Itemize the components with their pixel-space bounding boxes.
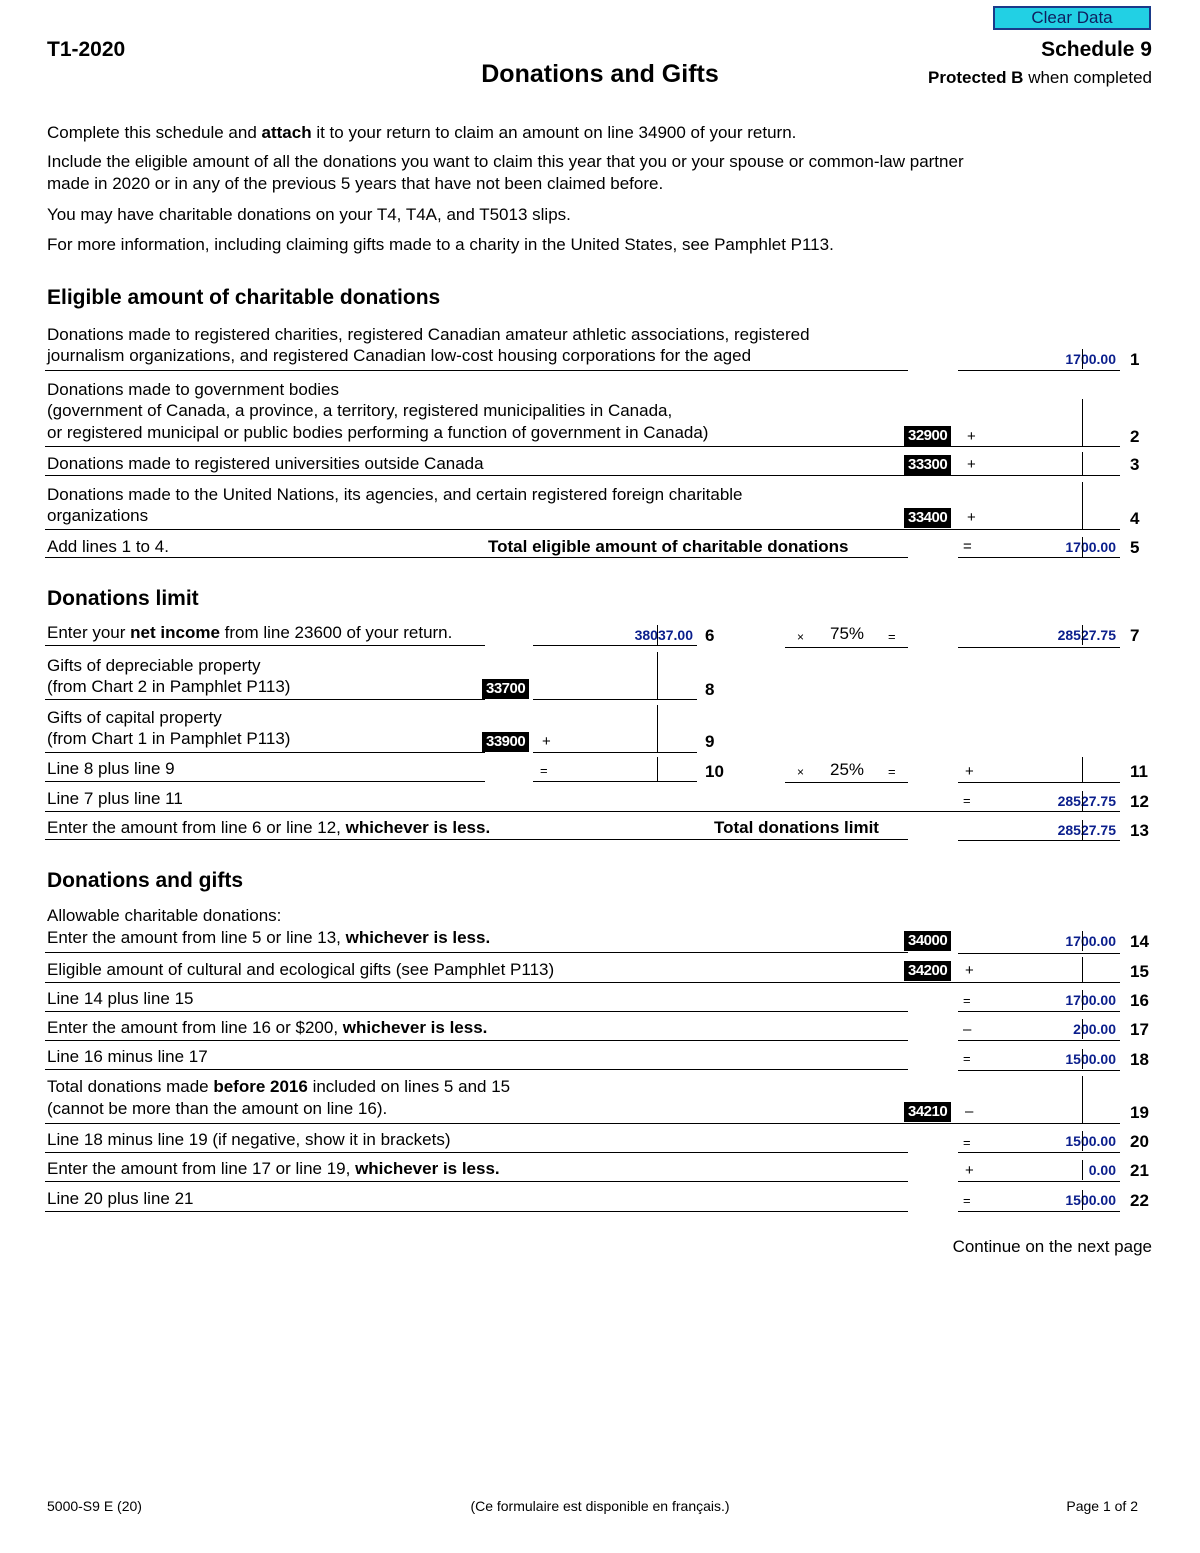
- line20-field-underline: [958, 1152, 1120, 1153]
- line6-text-a: Enter your: [47, 623, 131, 642]
- line1-text-1: Donations made to registered charities, registered Canadian amateur athletic associations, registered: [47, 325, 810, 344]
- french-availability: (Ce formulaire est disponible en français.): [470, 1498, 730, 1514]
- line9-text-2: (from Chart 1 in Pamphlet P113): [47, 729, 291, 748]
- line2-text-2: (government of Canada, a province, a territory, registered municipalities in Canada,: [47, 401, 673, 420]
- line18-equals: =: [963, 1051, 971, 1066]
- line3-field-divider: [1082, 452, 1083, 475]
- line14-value[interactable]: 1700.00: [1065, 933, 1116, 949]
- line7-field-underline: [958, 647, 1120, 648]
- line17-text-a: Enter the amount from line 16 or $200,: [47, 1018, 343, 1037]
- line22-text: Line 20 plus line 21: [47, 1189, 194, 1208]
- line17-rule: [45, 1040, 908, 1041]
- line21-plus: +: [965, 1162, 974, 1179]
- line17-minus: –: [963, 1021, 972, 1038]
- line16-value[interactable]: 1700.00: [1065, 992, 1116, 1008]
- line18-field-underline: [958, 1070, 1120, 1071]
- protected-notice: [928, 68, 1152, 88]
- line5-equals: =: [963, 538, 972, 555]
- line8-code: 33700: [482, 679, 529, 699]
- line22-value[interactable]: 1500.00: [1065, 1192, 1116, 1208]
- line8-text-1: Gifts of depreciable property: [47, 656, 261, 675]
- line21-value[interactable]: 0.00: [1088, 1162, 1116, 1178]
- line10-times: ×: [797, 765, 805, 779]
- line6-text: [47, 622, 452, 643]
- line6-rule: [45, 645, 485, 646]
- line-number-4: 4: [1130, 509, 1140, 528]
- line6-times: ×: [797, 630, 805, 644]
- line19-text-1: [47, 1076, 510, 1097]
- line2-text-3: or registered municipal or public bodies performing a function of government in Canada): [47, 423, 709, 442]
- line14-text-2a: Enter the amount from line 5 or line 13,: [47, 928, 346, 947]
- line-number-2: 2: [1130, 427, 1140, 446]
- line21-cents-divider: [1082, 1160, 1083, 1180]
- line11-field-divider: [1082, 757, 1083, 782]
- line-number-19: 19: [1130, 1103, 1149, 1122]
- line-number-20: 20: [1130, 1132, 1149, 1151]
- section-limit-title: Donations limit: [47, 587, 199, 610]
- intro-p1: [47, 122, 796, 143]
- line-number-1: 1: [1130, 350, 1140, 369]
- line-number-15: 15: [1130, 962, 1149, 981]
- protected-b: Protected B: [928, 68, 1024, 87]
- line22-equals: =: [963, 1193, 971, 1208]
- line9-field-underline: [533, 752, 697, 753]
- line10-rule: [45, 781, 485, 782]
- line4-text-1: Donations made to the United Nations, its agencies, and certain registered foreign charitable: [47, 485, 743, 504]
- line12-value[interactable]: 28527.75: [1057, 793, 1116, 809]
- line22-rule: [45, 1211, 908, 1212]
- line6-equals: =: [888, 629, 896, 644]
- line10-field-divider: [657, 757, 658, 781]
- line1-field-underline: [958, 370, 1120, 371]
- line3-rule: [45, 475, 1120, 476]
- line6-text-c: from line 23600 of your return.: [219, 623, 453, 642]
- line1-cents-divider: [1082, 349, 1083, 369]
- line17-cents-divider: [1082, 1019, 1083, 1039]
- line13-label: Total donations limit: [714, 818, 879, 837]
- line2-rule: [45, 446, 1120, 447]
- line3-code: 33300: [904, 455, 951, 475]
- line19-minus: –: [965, 1103, 974, 1120]
- line-number-7: 7: [1130, 626, 1140, 645]
- line5-cents-divider: [1082, 537, 1083, 557]
- line-number-10: 10: [705, 762, 724, 781]
- clear-data-button[interactable]: Clear Data: [993, 6, 1151, 30]
- line14-rule: [45, 952, 908, 953]
- line13-whichever: whichever is less.: [345, 818, 491, 837]
- line2-field-divider: [1082, 399, 1083, 446]
- line5-rule: [45, 557, 908, 558]
- line8-rule: [45, 699, 485, 700]
- intro-p3: You may have charitable donations on your T4, T4A, and T5013 slips.: [47, 205, 571, 224]
- line14-text-2: [47, 927, 490, 948]
- line13-field-underline: [958, 840, 1120, 841]
- line6-rate-rule: [785, 647, 908, 648]
- line19-field-divider: [1082, 1076, 1083, 1123]
- line10-equals-2: =: [888, 764, 896, 779]
- line2-text-1: Donations made to government bodies: [47, 380, 340, 399]
- line3-text: Donations made to registered universities outside Canada: [47, 454, 484, 473]
- line9-text-1: Gifts of capital property: [47, 708, 222, 727]
- line21-rule: [45, 1181, 908, 1182]
- line7-value[interactable]: 28527.75: [1057, 627, 1116, 643]
- line4-code: 33400: [904, 508, 951, 528]
- line16-cents-divider: [1082, 990, 1083, 1010]
- line17-whichever: whichever is less.: [342, 1018, 488, 1037]
- line7-cents-divider: [1082, 625, 1083, 645]
- intro-p2-line1: Include the eligible amount of all the donations you want to claim this year that you or your spouse or common-law partner: [47, 152, 964, 171]
- continue-note: Continue on the next page: [952, 1237, 1152, 1256]
- line13-cents-divider: [1082, 820, 1083, 840]
- intro-p2-line2: made in 2020 or in any of the previous 5 years that have not been claimed before.: [47, 174, 664, 193]
- page-title: Donations and Gifts: [481, 60, 719, 88]
- line16-rule: [45, 1011, 908, 1012]
- line18-text: Line 16 minus line 17: [47, 1047, 208, 1066]
- form-id: 5000-S9 E (20): [47, 1498, 142, 1514]
- line-number-17: 17: [1130, 1020, 1149, 1039]
- intro-p1-attach: attach: [261, 123, 312, 142]
- line6-value[interactable]: 38037.00: [634, 627, 693, 643]
- page-number: Page 1 of 2: [1066, 1498, 1138, 1514]
- line8-text-2: (from Chart 2 in Pamphlet P113): [47, 677, 291, 696]
- line-number-14: 14: [1130, 932, 1149, 951]
- line-number-11: 11: [1130, 762, 1148, 781]
- line9-field-divider: [657, 705, 658, 752]
- line6-net-income: net income: [130, 623, 220, 642]
- line13-rule: [45, 839, 908, 840]
- line5-text: Add lines 1 to 4.: [47, 537, 169, 556]
- line12-cents-divider: [1082, 791, 1083, 811]
- line10-equals: =: [540, 763, 548, 778]
- line-number-5: 5: [1130, 538, 1140, 557]
- line12-text: Line 7 plus line 11: [47, 789, 183, 808]
- line17-field-underline: [958, 1040, 1120, 1041]
- line20-equals: =: [963, 1135, 971, 1150]
- line12-rule: [45, 811, 1120, 812]
- line4-text-2: organizations: [47, 506, 149, 525]
- line-number-3: 3: [1130, 455, 1140, 474]
- line15-text: Eligible amount of cultural and ecological gifts (see Pamphlet P113): [47, 960, 555, 979]
- line5-label: Total eligible amount of charitable donations: [488, 537, 849, 556]
- line-number-22: 22: [1130, 1191, 1149, 1210]
- line6-rate: 75%: [830, 624, 865, 643]
- line13-text: [47, 817, 490, 838]
- line21-text: [47, 1158, 500, 1179]
- line6-cents-divider: [657, 625, 658, 645]
- line19-code: 34210: [904, 1102, 951, 1122]
- line8-field-divider: [657, 652, 658, 699]
- line2-plus: +: [967, 428, 976, 445]
- line-number-21: 21: [1130, 1161, 1149, 1180]
- line13-value[interactable]: 28527.75: [1057, 822, 1116, 838]
- intro-p4: For more information, including claiming gifts made to a charity in the United States, see Pamphlet P113.: [47, 235, 834, 254]
- line11-field-underline: [958, 782, 1120, 783]
- line8-field-underline: [533, 699, 697, 700]
- form-code: T1-2020: [47, 38, 126, 61]
- line10-rate-rule: [785, 782, 908, 783]
- line14-whichever: whichever is less.: [345, 928, 491, 947]
- line16-field-underline: [958, 1011, 1120, 1012]
- line20-text: Line 18 minus line 19 (if negative, show it in brackets): [47, 1130, 451, 1149]
- line19-before-2016: before 2016: [213, 1077, 308, 1096]
- line10-field-underline: [533, 781, 697, 782]
- intro-p1-c: it to your return to claim an amount on line 34900 of your return.: [311, 123, 797, 142]
- line6-field-underline: [533, 645, 697, 646]
- line21-whichever: whichever is less.: [355, 1159, 500, 1178]
- line1-text-2: journalism organizations, and registered Canadian low-cost housing corporations for the aged: [47, 346, 752, 365]
- line22-field-underline: [958, 1211, 1120, 1212]
- line9-rule: [45, 752, 485, 753]
- line-number-16: 16: [1130, 991, 1149, 1010]
- line14-text-1: Allowable charitable donations:: [47, 906, 282, 925]
- protected-rest: when completed: [1023, 68, 1152, 87]
- section-eligible-title: Eligible amount of charitable donations: [47, 286, 441, 309]
- line-number-8: 8: [705, 680, 715, 699]
- line-number-9: 9: [705, 732, 715, 751]
- line14-field-underline: [958, 953, 1120, 954]
- line18-rule: [45, 1069, 908, 1070]
- line13-text-a: Enter the amount from line 6 or line 12,: [47, 818, 346, 837]
- line14-code: 34000: [904, 931, 951, 951]
- line1-rule: [45, 370, 908, 371]
- line10-text: Line 8 plus line 9: [47, 759, 175, 778]
- line10-rate: 25%: [830, 760, 865, 779]
- line5-value[interactable]: 1700.00: [1065, 539, 1116, 555]
- line17-value[interactable]: 200.00: [1073, 1021, 1116, 1037]
- line20-value[interactable]: 1500.00: [1065, 1133, 1116, 1149]
- line15-code: 34200: [904, 961, 951, 981]
- line16-equals: =: [963, 993, 971, 1008]
- line2-code: 32900: [904, 426, 951, 446]
- line21-field-underline: [958, 1181, 1120, 1182]
- line11-plus: +: [965, 763, 974, 780]
- line22-cents-divider: [1082, 1190, 1083, 1210]
- line19-text-2: (cannot be more than the amount on line 16).: [47, 1099, 388, 1118]
- line12-equals: =: [963, 793, 971, 808]
- line15-plus: +: [965, 962, 974, 979]
- line19-text-1a: Total donations made: [47, 1077, 214, 1096]
- line17-text: [47, 1017, 487, 1038]
- line19-rule: [45, 1123, 1120, 1124]
- line4-rule: [45, 529, 1120, 530]
- line4-field-divider: [1082, 482, 1083, 529]
- line14-cents-divider: [1082, 931, 1083, 951]
- line9-plus: +: [542, 733, 551, 750]
- line20-rule: [45, 1152, 908, 1153]
- section-gifts-title: Donations and gifts: [47, 869, 243, 892]
- line21-text-a: Enter the amount from line 17 or line 19,: [47, 1159, 356, 1178]
- line20-cents-divider: [1082, 1131, 1083, 1151]
- line15-rule: [45, 982, 1120, 983]
- line1-value[interactable]: 1700.00: [1065, 351, 1116, 367]
- line-number-18: 18: [1130, 1050, 1149, 1069]
- schedule-label: Schedule 9: [1041, 38, 1152, 61]
- line18-cents-divider: [1082, 1049, 1083, 1069]
- line15-field-divider: [1082, 957, 1083, 982]
- line4-plus: +: [967, 509, 976, 526]
- intro-p1-a: Complete this schedule and: [47, 123, 262, 142]
- line5-field-underline: [958, 557, 1120, 558]
- line9-code: 33900: [482, 732, 529, 752]
- line3-plus: +: [967, 456, 976, 473]
- line-number-12: 12: [1130, 792, 1149, 811]
- line-number-6: 6: [705, 626, 715, 645]
- line18-value[interactable]: 1500.00: [1065, 1051, 1116, 1067]
- line-number-13: 13: [1130, 821, 1149, 840]
- line16-text: Line 14 plus line 15: [47, 989, 194, 1008]
- line19-text-1c: included on lines 5 and 15: [307, 1077, 511, 1096]
